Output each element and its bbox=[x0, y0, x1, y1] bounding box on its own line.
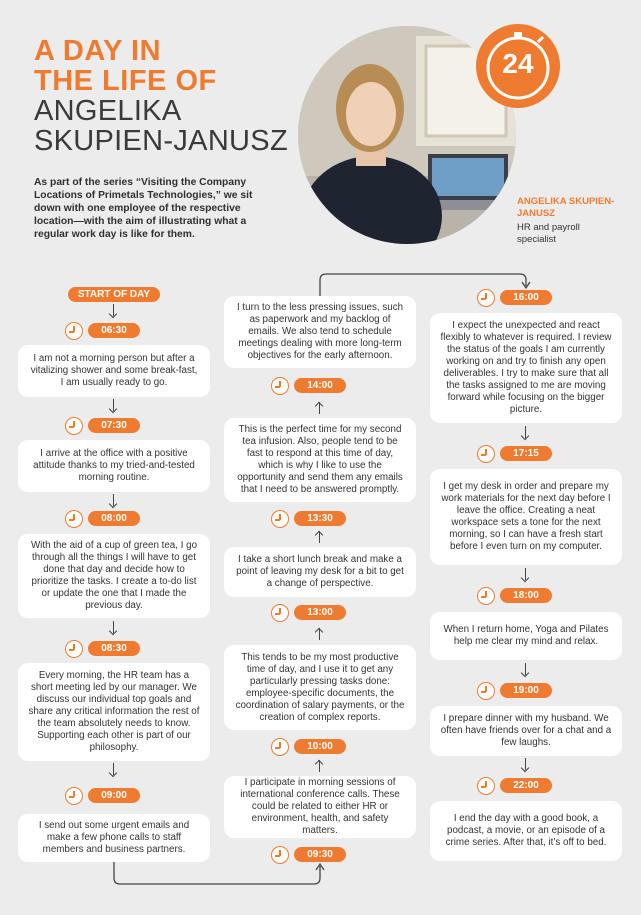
clock-icon bbox=[271, 738, 289, 756]
clock-icon bbox=[477, 289, 495, 307]
timeline-card: This tends to be my most productive time of day, and I use it to get any particularly pressing tasks done: employee-specific documents, the coordination of salary payments, or the creation of complex reports. bbox=[224, 645, 416, 730]
clock-icon bbox=[65, 510, 83, 528]
time-label: 16:00 bbox=[500, 290, 552, 305]
time-label: 17:15 bbox=[500, 446, 552, 461]
arrow-down-icon bbox=[109, 399, 119, 413]
time-label: 13:00 bbox=[294, 605, 346, 620]
arrow-up-icon bbox=[315, 402, 325, 416]
timeline-card: Every morning, the HR team has a short meeting led by our manager. We discuss our individual top goals and share any critical information the rest of the team absolutely needs to know. Supporting each other is part of our philosophy. bbox=[18, 663, 210, 761]
title-line-3: ANGELIKA bbox=[34, 95, 182, 127]
arrow-down-icon bbox=[521, 568, 531, 582]
arrow-up-icon bbox=[315, 628, 325, 642]
time-label: 07:30 bbox=[88, 418, 140, 433]
arrow-up-icon bbox=[315, 760, 325, 774]
timeline-card: I am not a morning person but after a vitalizing shower and some break-fast, I am usually ready to go. bbox=[18, 345, 210, 397]
clock-icon bbox=[65, 787, 83, 805]
time-label: 08:30 bbox=[88, 641, 140, 656]
timeline-card: This is the perfect time for my second tea infusion. Also, people tend to be fast to respond at this time of day, which is why I like to use the opportunity and send them any emails that I need to be answered promptly. bbox=[224, 418, 416, 502]
clock-icon bbox=[271, 846, 289, 864]
time-label: 18:00 bbox=[500, 588, 552, 603]
time-label: 22:00 bbox=[500, 778, 552, 793]
person-role: HR and payroll specialist bbox=[517, 222, 580, 245]
time-label: 14:00 bbox=[294, 378, 346, 393]
clock-icon bbox=[477, 777, 495, 795]
intro-text: As part of the series “Visiting the Company Locations of Primetals Technologies,” we sit down with one employee of the respective location—with the aim of illustrating what a regular work day is like for them. bbox=[34, 177, 253, 240]
timeline-card: I get my desk in order and prepare my work materials for the next day before I leave the office. Creating a neat workspace sets a tone for the next morning, so I can have a fresh start before I even turn on my computer. bbox=[430, 469, 622, 565]
start-of-day-badge: START OF DAY bbox=[68, 287, 160, 302]
time-label: 19:00 bbox=[500, 683, 552, 698]
timeline-card: I take a short lunch break and make a point of leaving my desk for a bit to get a change of perspective. bbox=[224, 547, 416, 597]
arrow-up-icon bbox=[315, 531, 325, 545]
timeline-card: I participate in morning sessions of international conference calls. These could be related to either HR or environment, health, and safety matters. bbox=[224, 776, 416, 838]
badge-number: 24 bbox=[502, 48, 534, 79]
clock-icon bbox=[271, 377, 289, 395]
title-line-1: A DAY IN bbox=[34, 35, 162, 67]
arrow-down-icon bbox=[521, 663, 531, 677]
timeline-card: I end the day with a good book, a podcast, a movie, or an episode of a crime series. After that, it’s off to bed. bbox=[430, 801, 622, 861]
clock-icon bbox=[65, 322, 83, 340]
arrow-down-icon bbox=[109, 621, 119, 635]
clock-icon bbox=[65, 417, 83, 435]
time-label: 08:00 bbox=[88, 511, 140, 526]
title-line-4: SKUPIEN-JANUSZ bbox=[34, 125, 288, 157]
timeline-card: I arrive at the office with a positive attitude thanks to my tried-and-tested morning routine. bbox=[18, 440, 210, 492]
clock-icon bbox=[477, 445, 495, 463]
timeline-card: I prepare dinner with my husband. We often have friends over for a chat and a few laughs. bbox=[430, 706, 622, 756]
timeline-card: I turn to the less pressing issues, such as paperwork and my backlog of emails. We also tend to schedule meetings dealing with more long-term objectives for the early afternoon. bbox=[224, 296, 416, 368]
arrow-down-icon bbox=[109, 763, 119, 777]
arrow-down-icon bbox=[109, 494, 119, 508]
person-name: ANGELIKA SKUPIEN-JANUSZ bbox=[517, 196, 615, 219]
timeline-card: I expect the unexpected and react flexibly to whatever is required. I review the status of the goals I am currently working on and try to finish any open deliverables. I try to make sure that all the tasks assigned to me are moving forward while focusing on the bigger picture. bbox=[430, 313, 622, 423]
clock-icon bbox=[271, 604, 289, 622]
arrow-down-icon bbox=[109, 304, 119, 318]
timeline-card: With the aid of a cup of green tea, I go through all the things I will have to get done that day and decide how to prioritize the tasks. I create a to-do list or update the one that I made the previous day. bbox=[18, 534, 210, 618]
clock-icon bbox=[477, 682, 495, 700]
arrow-down-icon bbox=[521, 758, 531, 772]
timeline-card: When I return home, Yoga and Pilates help me clear my mind and relax. bbox=[430, 612, 622, 660]
clock-icon bbox=[271, 510, 289, 528]
clock-icon bbox=[65, 640, 83, 658]
time-label: 09:30 bbox=[294, 847, 346, 862]
time-label: 10:00 bbox=[294, 739, 346, 754]
time-label: 06:30 bbox=[88, 323, 140, 338]
time-label: 09:00 bbox=[88, 788, 140, 803]
clock-icon bbox=[477, 587, 495, 605]
arrow-down-icon bbox=[521, 426, 531, 440]
title-line-2: THE LIFE OF bbox=[34, 65, 217, 97]
time-label: 13:30 bbox=[294, 511, 346, 526]
timeline-card: I send out some urgent emails and make a few phone calls to staff members and business partners. bbox=[18, 814, 210, 862]
